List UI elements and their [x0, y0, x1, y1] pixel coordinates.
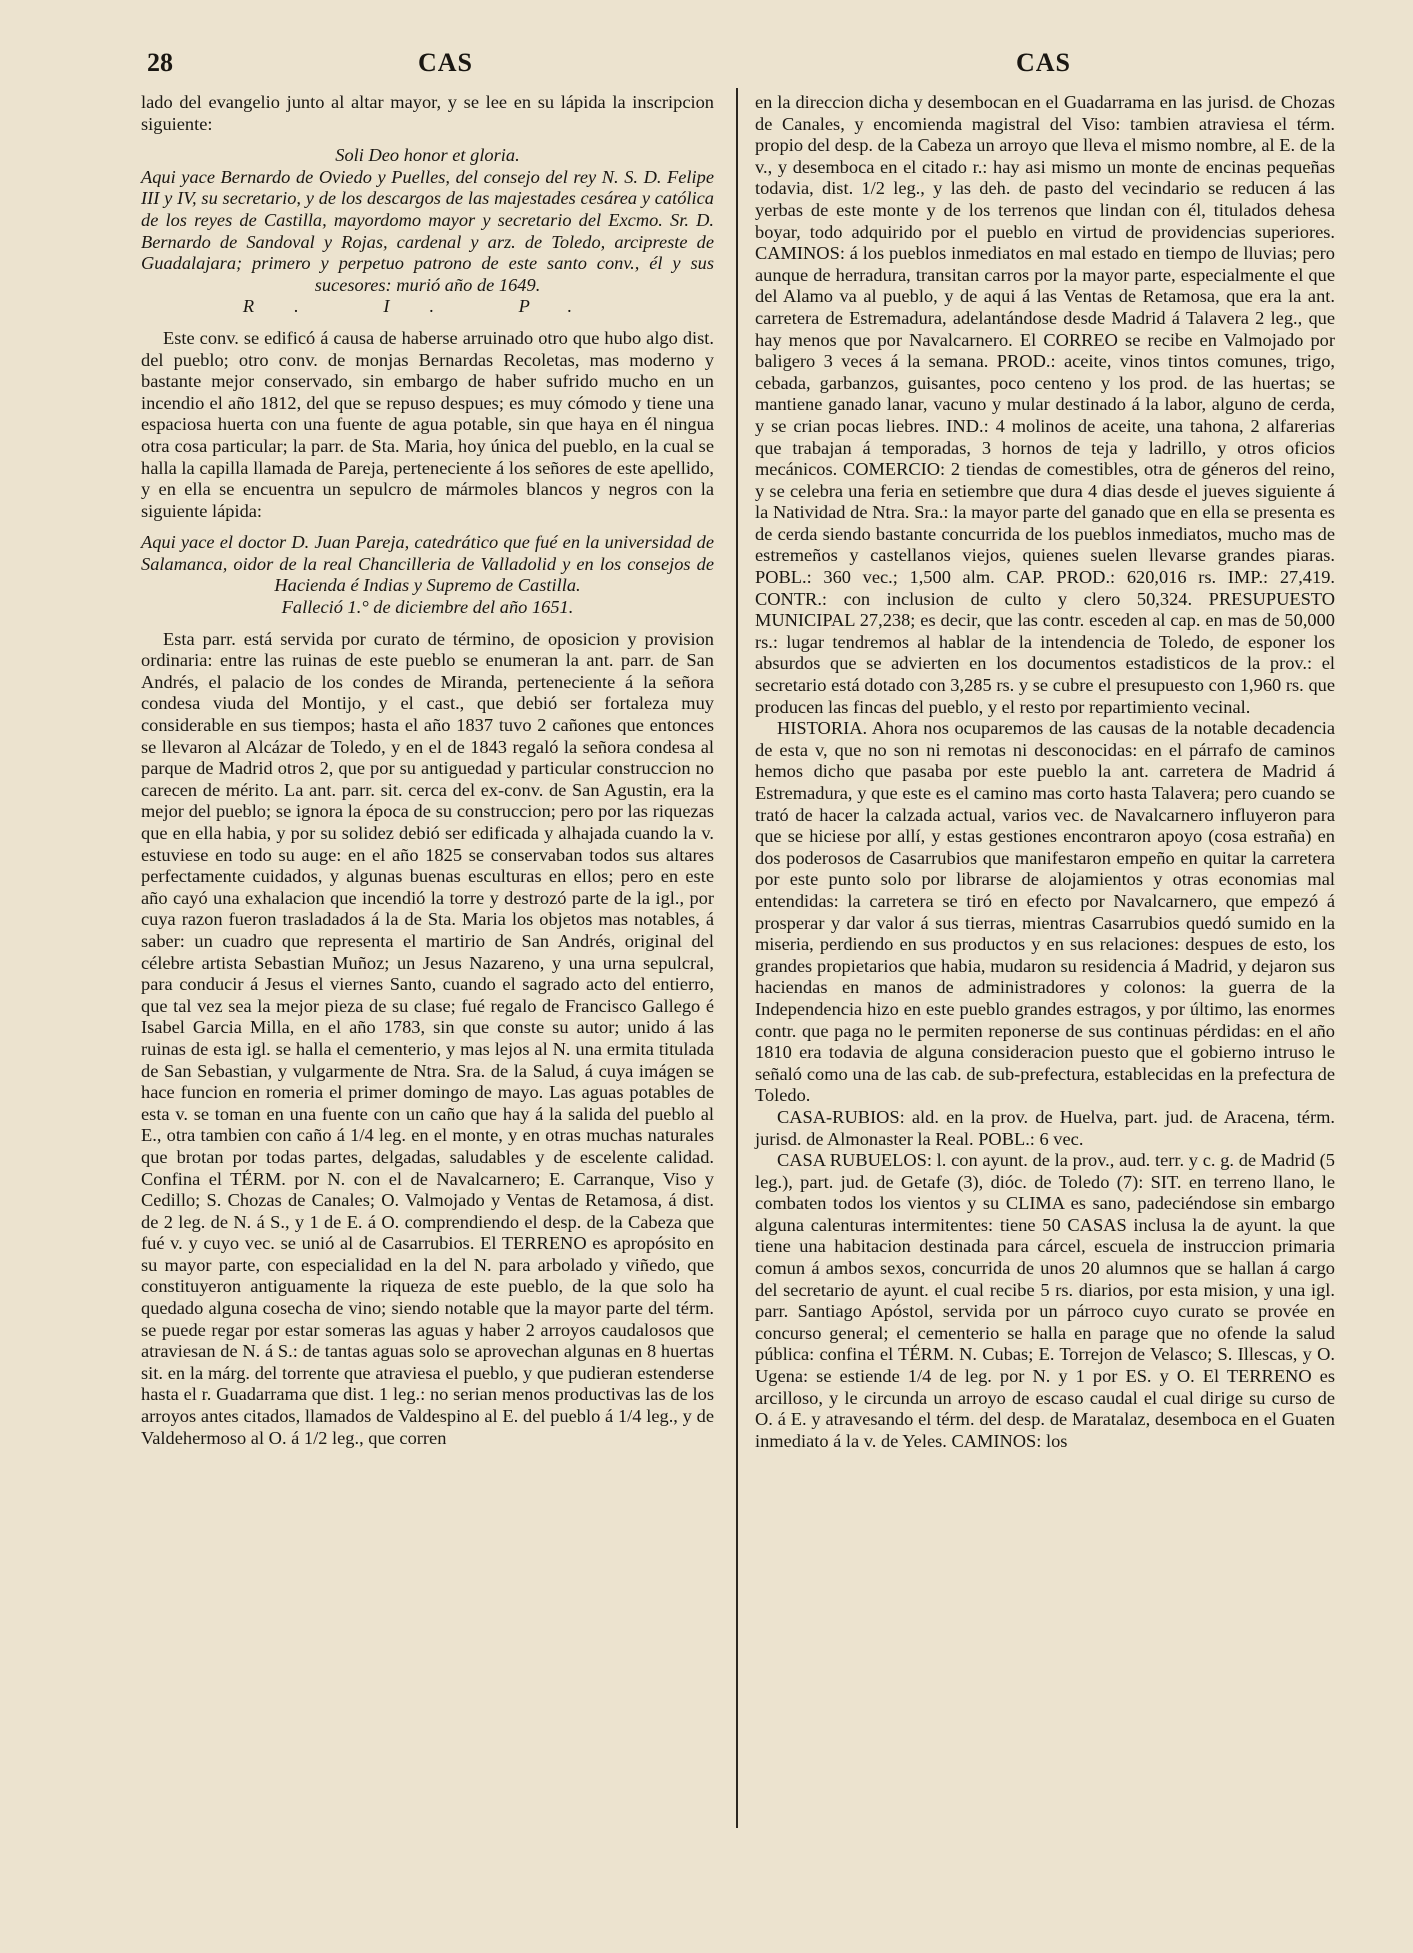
- paragraph: Este conv. se edificó á causa de haberse arruinado otro que hubo algo dist. del pueblo; otro conv. de monjas Bernardas Recoletas, mas moderno y bastante mejor conservado, sin embargo de haber sufrido mucho en un incendio el año 1812, del que se repuso despues; es muy cómodo y tiene una espaciosa huerta con una fuente de agua potable, sin que haya en él ningua otra cosa particular; la parr. de Sta. Maria, hoy única del pueblo, en la cual se halla la capilla llamada de Pareja, perteneciente á los señores de este apellido, y en ella se encuentra un sepulcro de mármoles blancos y negros con la siguiente lápida:: [141, 327, 714, 521]
- column-divider: [736, 88, 738, 1828]
- running-head-right: CAS: [1016, 48, 1072, 77]
- inscription-rip: R. I. P.: [242, 296, 613, 317]
- paragraph: lado del evangelio junto al altar mayor, y se lee en su lápida la inscripcion siguiente:: [141, 92, 714, 134]
- page-number: 28: [147, 48, 173, 77]
- paragraph: en la direccion dicha y desembocan en el Guadarrama en las jurisd. de Chozas de Canales, y encomienda magistral del Viso: tambien atraviesa el térm. propio del desp. de la Cabeza un arroyo que lleva el mismo nombre, al E. de la v., y desemboca en el citado r.: hay asi mismo un monte de encinas pequeñas todavia, dist. 1/2 leg., y las deh. de pasto del vecindario se reducen á las yerbas de este monte y de los terrenos que lindan con él, titulados dehesa boyar, todo adquirido por el pueblo en virtud de providencias superiores. CAMINOS: á los pueblos inmediatos en mal estado en tiempo de lluvias; pero aunque de herradura, transitan carros por la mayor parte, especialmente el que del Alamo va al pueblo, y de aqui á las Ventas de Retamosa, que era la ant. carretera de Estremadura, adelantándose desde Madrid á Talavera 2 leg., que hay menos que por Navalcarnero. El CORREO se recibe en Valmojado por baligero 3 veces á la semana. PROD.: aceite, vinos tintos comunes, trigo, cebada, garbanzos, guisantes, poco centeno y los prod. de las huertas; se mantiene ganado lanar, vacuno y mular destinado á la labor, alguno de cerda, y se crian pocas liebres. IND.: 4 molinos de aceite, una tahona, 2 alfarerias que trabajan á temporadas, 3 hornos de teja y ladrillo, y otros oficios mecánicos. COMERCIO: 2 tiendas de comestibles, otra de géneros del reino, y se celebra una feria en setiembre que dura 4 dias desde el jueves siguiente á la Natividad de Ntra. Sra.: la mayor parte del ganado que en ella se presenta es de cerda siendo bastante concurrida de los pueblos inmediatos, mucho mas de estremeños y castellanos viejos, quienes suelen llevarse grandes piaras. POBL.: 360 vec.; 1,500 alm. CAP. PROD.: 620,016 rs. IMP.: 27,419. CONTR.: con inclusion de culto y clero 50,324. PRESUPUESTO MUNICIPAL 27,238; es decir, que las contr. esceden al cap. en mas de 50,000 rs.: lugar tendremos al hablar de la intendencia de Toledo, de esponer los absurdos que se advierten en los documentos estadisticos de la prov.: el secretario está dotado con 3,285 rs. y se cubre el presupuesto con 1,960 rs. que producen las fincas del pueblo, y el resto por repartimiento vecinal.: [755, 92, 1335, 717]
- inscription: Aqui yace Bernardo de Oviedo y Puelles, del consejo del rey N. S. D. Felipe III y IV, su secretario, y de los descargos de las majestades cesárea y católica de los reyes de Castilla, mayordomo mayor y secretario del Excmo. Sr. D. Bernardo de Sandoval y Rojas, cardenal y arz. de Toledo, arcipreste de Guadalajara; primero y perpetuo patrono de este santo conv., él y sus sucesores: murió año de 1649.: [141, 166, 714, 295]
- running-head-left: CAS: [418, 48, 474, 77]
- inscription: Aqui yace el doctor D. Juan Pareja, catedrático que fué en la universidad de Salamanca, oidor de la real Chancilleria de Valladolid y en los consejos de Hacienda é Indias y Supremo de Castilla.: [141, 532, 714, 596]
- left-column: [141, 92, 714, 1449]
- paragraph-historia: HISTORIA. Ahora nos ocuparemos de las causas de la notable decadencia de esta v, que no son ni remotas ni desconocidas: en el párrafo de caminos hemos dicho que pasaba por este pueblo la ant. carretera de Madrid á Estremadura, y que este es el camino mas corto hasta Talavera; pero cuando se trató de hacer la calzada actual, varios vec. de Navalcarnero influyeron para que se hiciese por allí, y estas gestiones encontraron apoyo (cosa estraña) en dos poderosos de Casarrubios que manifestaron empeño en quitar la carretera por este punto solo por librarse de alojamientos y otras economias mal entendidas: la carretera se tiró en efecto por Navalcarnero, que empezó á prosperar y dar valor á sus tierras, mientras Casarrubios quedó sumido en la miseria, perdiendo en sus productos y en sus relaciones: despues de esto, los grandes propietarios que habia, mudaron su residencia á Madrid, y dejaron sus haciendas en manos de administradores y colonos: la guerra de la Independencia hizo en este pueblo grandes estragos, y por último, las enormes contr. que paga no le permiten reponerse de sus continuas pérdidas: en el año 1810 era todavia de alguna consideracion puesto que el gobierno intruso le señaló como una de las cab. de sub-prefectura, establecidas en la prefectura de Toledo.: [755, 718, 1335, 1106]
- paragraph: Esta parr. está servida por curato de término, de oposicion y provision ordinaria: entre las ruinas de este pueblo se enumeran la ant. parr. de San Andrés, el palacio de los condes de Miranda, perteneciente á la señora condesa viuda del Montijo, y el cast., que debió ser fortaleza muy considerable en sus tiempos; hasta el año 1837 tuvo 2 cañones que entonces se llevaron al Alcázar de Toledo, y en el de 1843 regaló la señora condesa al parque de Madrid otros 2, que por su antiguedad y particular construccion no carecen de mérito. La ant. parr. sit. cerca del ex-conv. de San Agustin, era la mejor del pueblo; se ignora la época de su construccion; pero por las riquezas que en ella habia, y por su solidez debió ser edificada y alhajada cuando la v. estuviese en todo su auge: en el año 1825 se conservaban todos sus altares perfectamente cuidados, y algunas buenas esculturas en ellos; pero en este año cayó una exhalacion que incendió la torre y destrozó parte de la igl., por cuya razon fueron trasladados á la de Sta. Maria los objetos mas notables, á saber: un cuadro que representa el martirio de San Andrés, original del célebre artista Sebastian Muñoz; un Jesus Nazareno, y una urna sepulcral, para conducir á Jesus el viernes Santo, cuando el sagrado acto del entierro, que tal vez sea la mejor pieza de su clase; fué regalo de Francisco Gallego é Isabel Garcia Milla, en el año 1783, sin que conste su autor; unido á las ruinas de esta igl. se halla el cementerio, y mas lejos al N. una ermita titulada de San Sebastian, y vulgarmente de Ntra. Sra. de la Salud, á cuya imágen se hace funcion en romeria el primer domingo de mayo. Las aguas potables de esta v. se toman en una fuente con un caño que hay á la salida del pueblo al E., otra tambien con caño á 1/4 leg. en el monte, y en otras muchas naturales que brotan por todas partes, delgadas, saludables y de escelente calidad. Confina el TÉRM. por N. con el de Navalcarnero; E. Carranque, Viso y Cedillo; S. Chozas de Canales; O. Valmojado y Ventas de Retamosa, á dist. de 2 leg. de N. á S., y 1 de E. á O. comprendiendo el desp. de la Cabeza que fué v. y cuyo vec. se unió al de Casarrubios. El TERRENO es apropósito en su mayor parte, con especialidad en la del N. para arbolado y viñedo, que constituyeron antiguamente la riqueza de este pueblo, de la que solo ha quedado alguna cosecha de vino; siendo notable que la mayor parte del térm. se puede regar por estar someras las aguas y haber 2 arroyos caudalosos que atraviesan de N. á S.: de tantas aguas solo se aprovechan algunas en 8 huertas sit. en la márg. del torrente que atraviesa el pueblo, y que pudieran estenderse hasta el r. Guadarrama que dist. 1 leg.: no serian menos productivas las de los arroyos antes citados, llamados de Valdespino al E. del pueblo á 1/4 leg., y de Valdehermoso al O. á 1/2 leg., que corren: [141, 628, 714, 1448]
- entry-casa-rubios: CASA-RUBIOS: ald. en la prov. de Huelva, part. jud. de Aracena, térm. jurisd. de Almonaster la Real. POBL.: 6 vec.: [755, 1106, 1335, 1149]
- entry-casa-rubuelos: CASA RUBUELOS: l. con ayunt. de la prov., aud. terr. y c. g. de Madrid (5 leg.), part. jud. de Getafe (3), dióc. de Toledo (7): SIT. en terreno llano, le combaten todos los vientos y su CLIMA es sano, padeciéndose sin embargo alguna calenturas intermitentes: tiene 50 CASAS inclusa la de ayunt. la que tiene una habitacion destinada para cárcel, escuela de instruccion primaria comun á ambos sexos, concurrida de unos 20 alumnos que se hallan á cargo del secretario de ayunt. el cual recibe 5 rs. diarios, por esta mision, y una igl. parr. Santiago Apóstol, servida por un párroco cuyo curato se provée en concurso general; el cementerio se halla en parage que no ofende la salud pública: confina el TÉRM. N. Cubas; E. Torrejon de Velasco; S. Illescas, y O. Ugena: se estiende 1/4 de leg. por N. y 1 por ES. y O. El TERRENO es arcilloso, y le circunda un arroyo de escaso caudal el cual dirige su curso de O. á E. y atravesando el térm. del desp. de Maratalaz, desemboca en el Guaten inmediato á la v. de Yeles. CAMINOS: los: [755, 1150, 1335, 1451]
- inscription-date: Falleció 1.° de diciembre del año 1651.: [281, 597, 574, 618]
- inscription-heading: Soli Deo honor et gloria.: [335, 145, 520, 166]
- right-column: [755, 92, 1335, 1452]
